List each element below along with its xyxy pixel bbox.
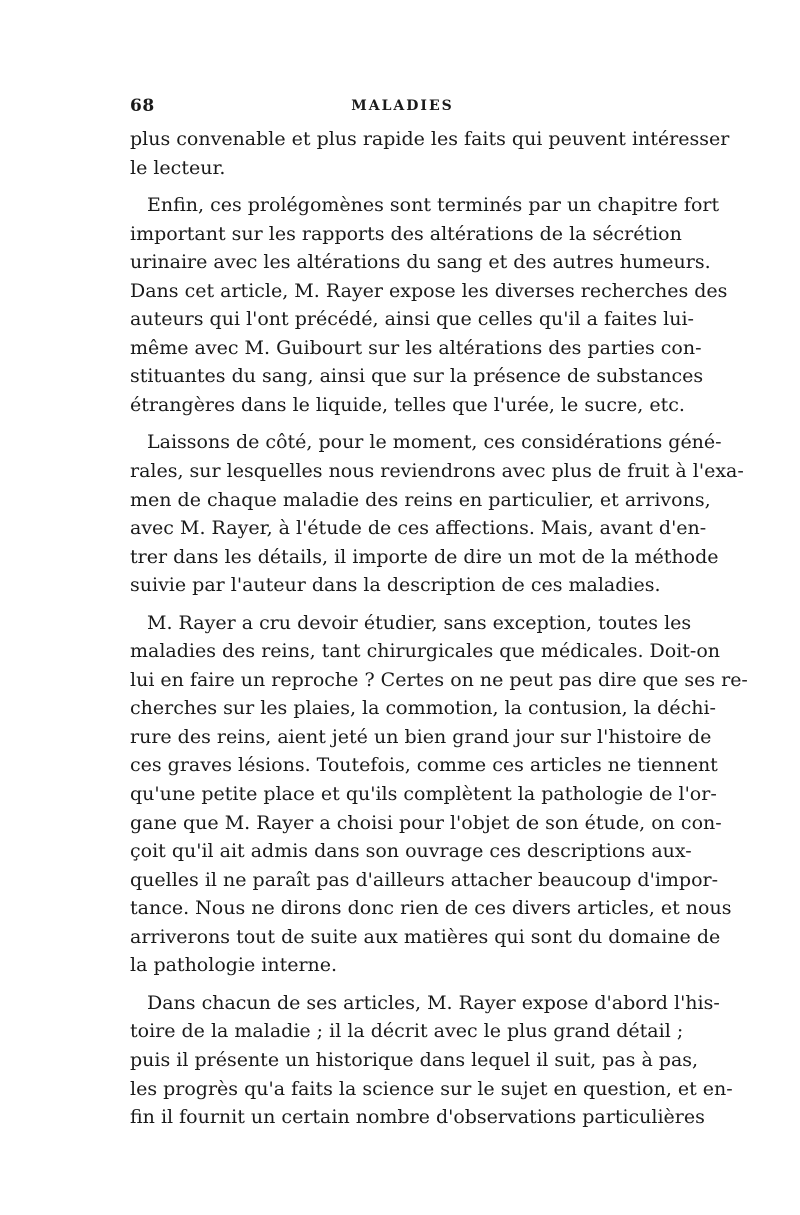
text-line: étrangères dans le liquide, telles que l'urée, le sucre, etc. xyxy=(130,393,685,416)
text-line: la pathologie interne. xyxy=(130,954,338,977)
text-line: cherches sur les plaies, la commotion, la contusion, la déchi- xyxy=(130,697,716,720)
text-line: puis il présente un historique dans lequel il suit, pas à pas, xyxy=(130,1048,699,1071)
text-line: çoit qu'il ait admis dans son ouvrage ces descriptions aux- xyxy=(130,840,692,863)
text-line: Enfin, ces prolégomènes sont terminés par un chapitre fort xyxy=(147,194,720,217)
text-line: suivie par l'auteur dans la description de ces maladies. xyxy=(130,574,661,597)
text-line: lui en faire un reproche ? Certes on ne peut pas dire que ses re- xyxy=(130,668,748,691)
text-line: Laissons de côté, pour le moment, ces considérations géné- xyxy=(147,431,722,454)
text-line: M. Rayer a cru devoir étudier, sans exception, toutes les xyxy=(147,611,692,634)
text-line: ces graves lésions. Toutefois, comme ces articles ne tiennent xyxy=(130,754,718,777)
text-line: quelles il ne paraît pas d'ailleurs attacher beaucoup d'impor- xyxy=(130,868,719,891)
text-line: maladies des reins, tant chirurgicales que médicales. Doit-on xyxy=(130,640,721,663)
text-line: fin il fournit un certain nombre d'observations particulières xyxy=(130,1106,705,1129)
text-line: gane que M. Rayer a choisi pour l'objet de son étude, on con- xyxy=(130,811,722,834)
text-line: Dans chacun de ses articles, M. Rayer expose d'abord l'his- xyxy=(147,991,720,1014)
text-line: le lecteur. xyxy=(130,156,226,179)
text-line: qu'une petite place et qu'ils complètent la pathologie de l'or- xyxy=(130,783,717,806)
text-line: important sur les rapports des altérations de la sécrétion xyxy=(130,222,682,245)
running-title: MALADIES xyxy=(351,98,454,114)
text-line: tance. Nous ne dirons donc rien de ces divers articles, et nous xyxy=(130,897,732,920)
text-line: Dans cet article, M. Rayer expose les diverses recherches des xyxy=(130,279,728,302)
body-text xyxy=(130,125,748,1132)
text-line: rure des reins, aient jeté un bien grand jour sur l'histoire de xyxy=(130,725,712,748)
text-line: urinaire avec les altérations du sang et des autres humeurs. xyxy=(130,251,711,274)
page-number: 68 xyxy=(130,96,155,116)
text-line: auteurs qui l'ont précédé, ainsi que celles qu'il a faites lui- xyxy=(130,308,694,331)
text-line: stituantes du sang, ainsi que sur la présence de substances xyxy=(130,365,704,388)
text-line: arriverons tout de suite aux matières qui sont du domaine de xyxy=(130,925,721,948)
text-line: trer dans les détails, il importe de dire un mot de la méthode xyxy=(130,545,719,568)
text-line: plus convenable et plus rapide les faits qui peuvent intéresser xyxy=(130,128,730,150)
text-line: men de chaque maladie des reins en particulier, et arrivons, xyxy=(130,488,711,511)
text-line: les progrès qu'a faits la science sur le sujet en question, et en- xyxy=(130,1077,733,1100)
text-line: rales, sur lesquelles nous reviendrons avec plus de fruit à l'exa- xyxy=(130,460,744,483)
text-line: avec M. Rayer, à l'étude de ces affections. Mais, avant d'en- xyxy=(130,517,707,540)
running-head xyxy=(130,96,675,122)
text-line: toire de la maladie ; il la décrit avec le plus grand détail ; xyxy=(130,1020,684,1043)
text-line: même avec M. Guibourt sur les altérations des parties con- xyxy=(130,336,702,359)
